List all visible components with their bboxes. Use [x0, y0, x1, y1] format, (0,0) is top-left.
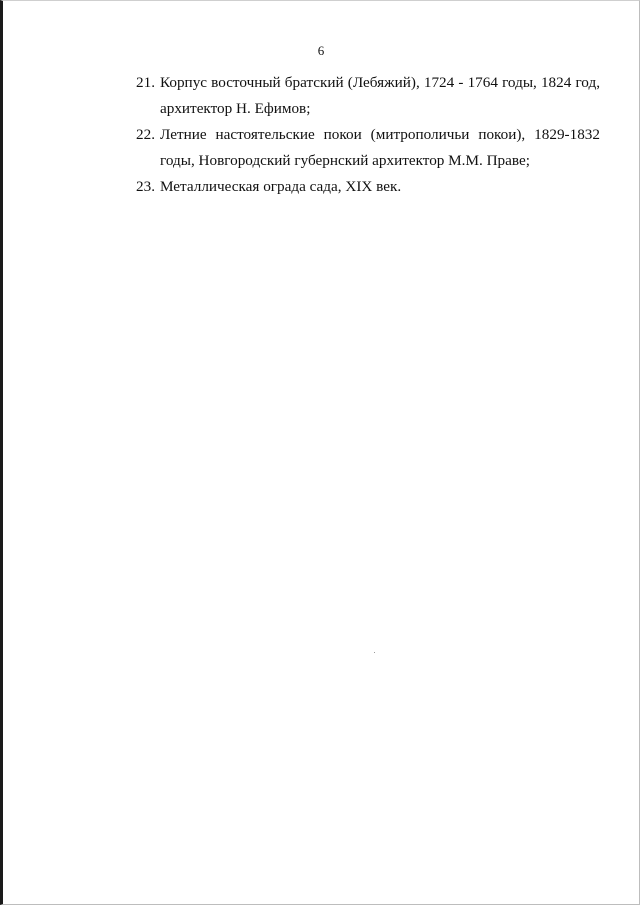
item-number: 22.	[136, 126, 155, 143]
list-item-23	[136, 174, 600, 200]
item-text: Металлическая ограда сада, XIX век.	[160, 178, 402, 195]
page-number: 6	[317, 43, 325, 58]
item-text: Летние настоятельские покои (митрополичьи покои), 1829-1832 годы, Новгородский губернский архитектор М.М. Праве;	[160, 126, 600, 169]
scan-speck	[374, 652, 375, 653]
item-number: 21.	[136, 74, 155, 91]
list-item-22	[136, 122, 600, 174]
list-item-21	[136, 70, 600, 122]
item-text: Корпус восточный братский (Лебяжий), 1724 - 1764 годы, 1824 год, архитектор Н. Ефимов;	[160, 74, 600, 117]
monument-list	[136, 70, 600, 200]
item-number: 23.	[136, 178, 155, 195]
